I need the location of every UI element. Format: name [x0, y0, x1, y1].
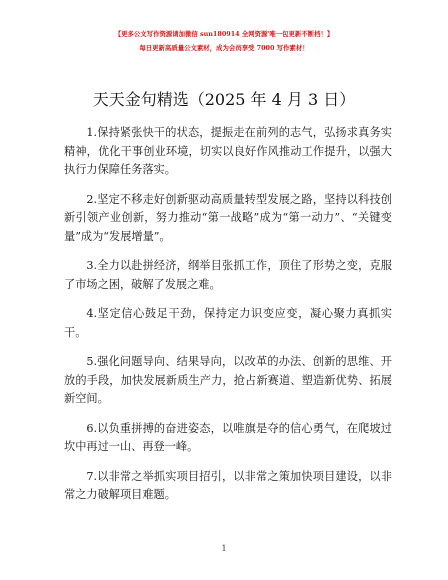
- page-title: 天天金句精选（2025 年 4 月 3 日）: [92, 90, 356, 109]
- promo-banner-line-2: 每日更新高质量公文素材，成为会员享受 7000 写作素材！: [139, 44, 309, 52]
- document-body: [64, 124, 392, 516]
- quote-paragraph-6: 6.以负重拼搏的奋进姿态，以唯旗是夺的信心勇气，在爬坡过坎中再过一山、再登一峰。: [64, 421, 392, 453]
- quote-paragraph-1: 1.保持紧张快干的状态，提振走在前列的志气，弘扬求真务实精神，优化干事创业环境，切实以良好作风推动工作提升，以强大执行力保障任务落实。: [64, 126, 392, 176]
- quote-paragraph-4: 4.坚定信心鼓足干劲，保持定力识变应变，凝心聚力真抓实干。: [64, 307, 392, 339]
- quote-paragraph-2: 2.坚定不移走好创新驱动高质量转型发展之路，坚持以科技创新引领产业创新，努力推动“第一战略”成为“第一动力”、“关键变量”成为“发展增量”。: [64, 192, 392, 243]
- promo-banner-line-1: 【更多公文写作资源请加微信 sun180914 全网资源'唯一包更新不断档！】: [114, 30, 334, 38]
- page-number: 1: [221, 544, 227, 553]
- quote-paragraph-3: 3.全力以赴拼经济，纲举目张抓工作，顶住了形势之变，克服了市场之困，破解了发展之难。: [64, 259, 392, 291]
- quote-paragraph-7: 7.以非常之举抓实项目招引，以非常之策加快项目建设，以非常之力破解项目难题。: [64, 469, 392, 501]
- quote-paragraph-5: 5.强化问题导向、结果导向，以改革的办法、创新的思维、开放的手段，加快发展新质生产力，抢占新赛道、塑造新优势、拓展新空间。: [64, 355, 392, 405]
